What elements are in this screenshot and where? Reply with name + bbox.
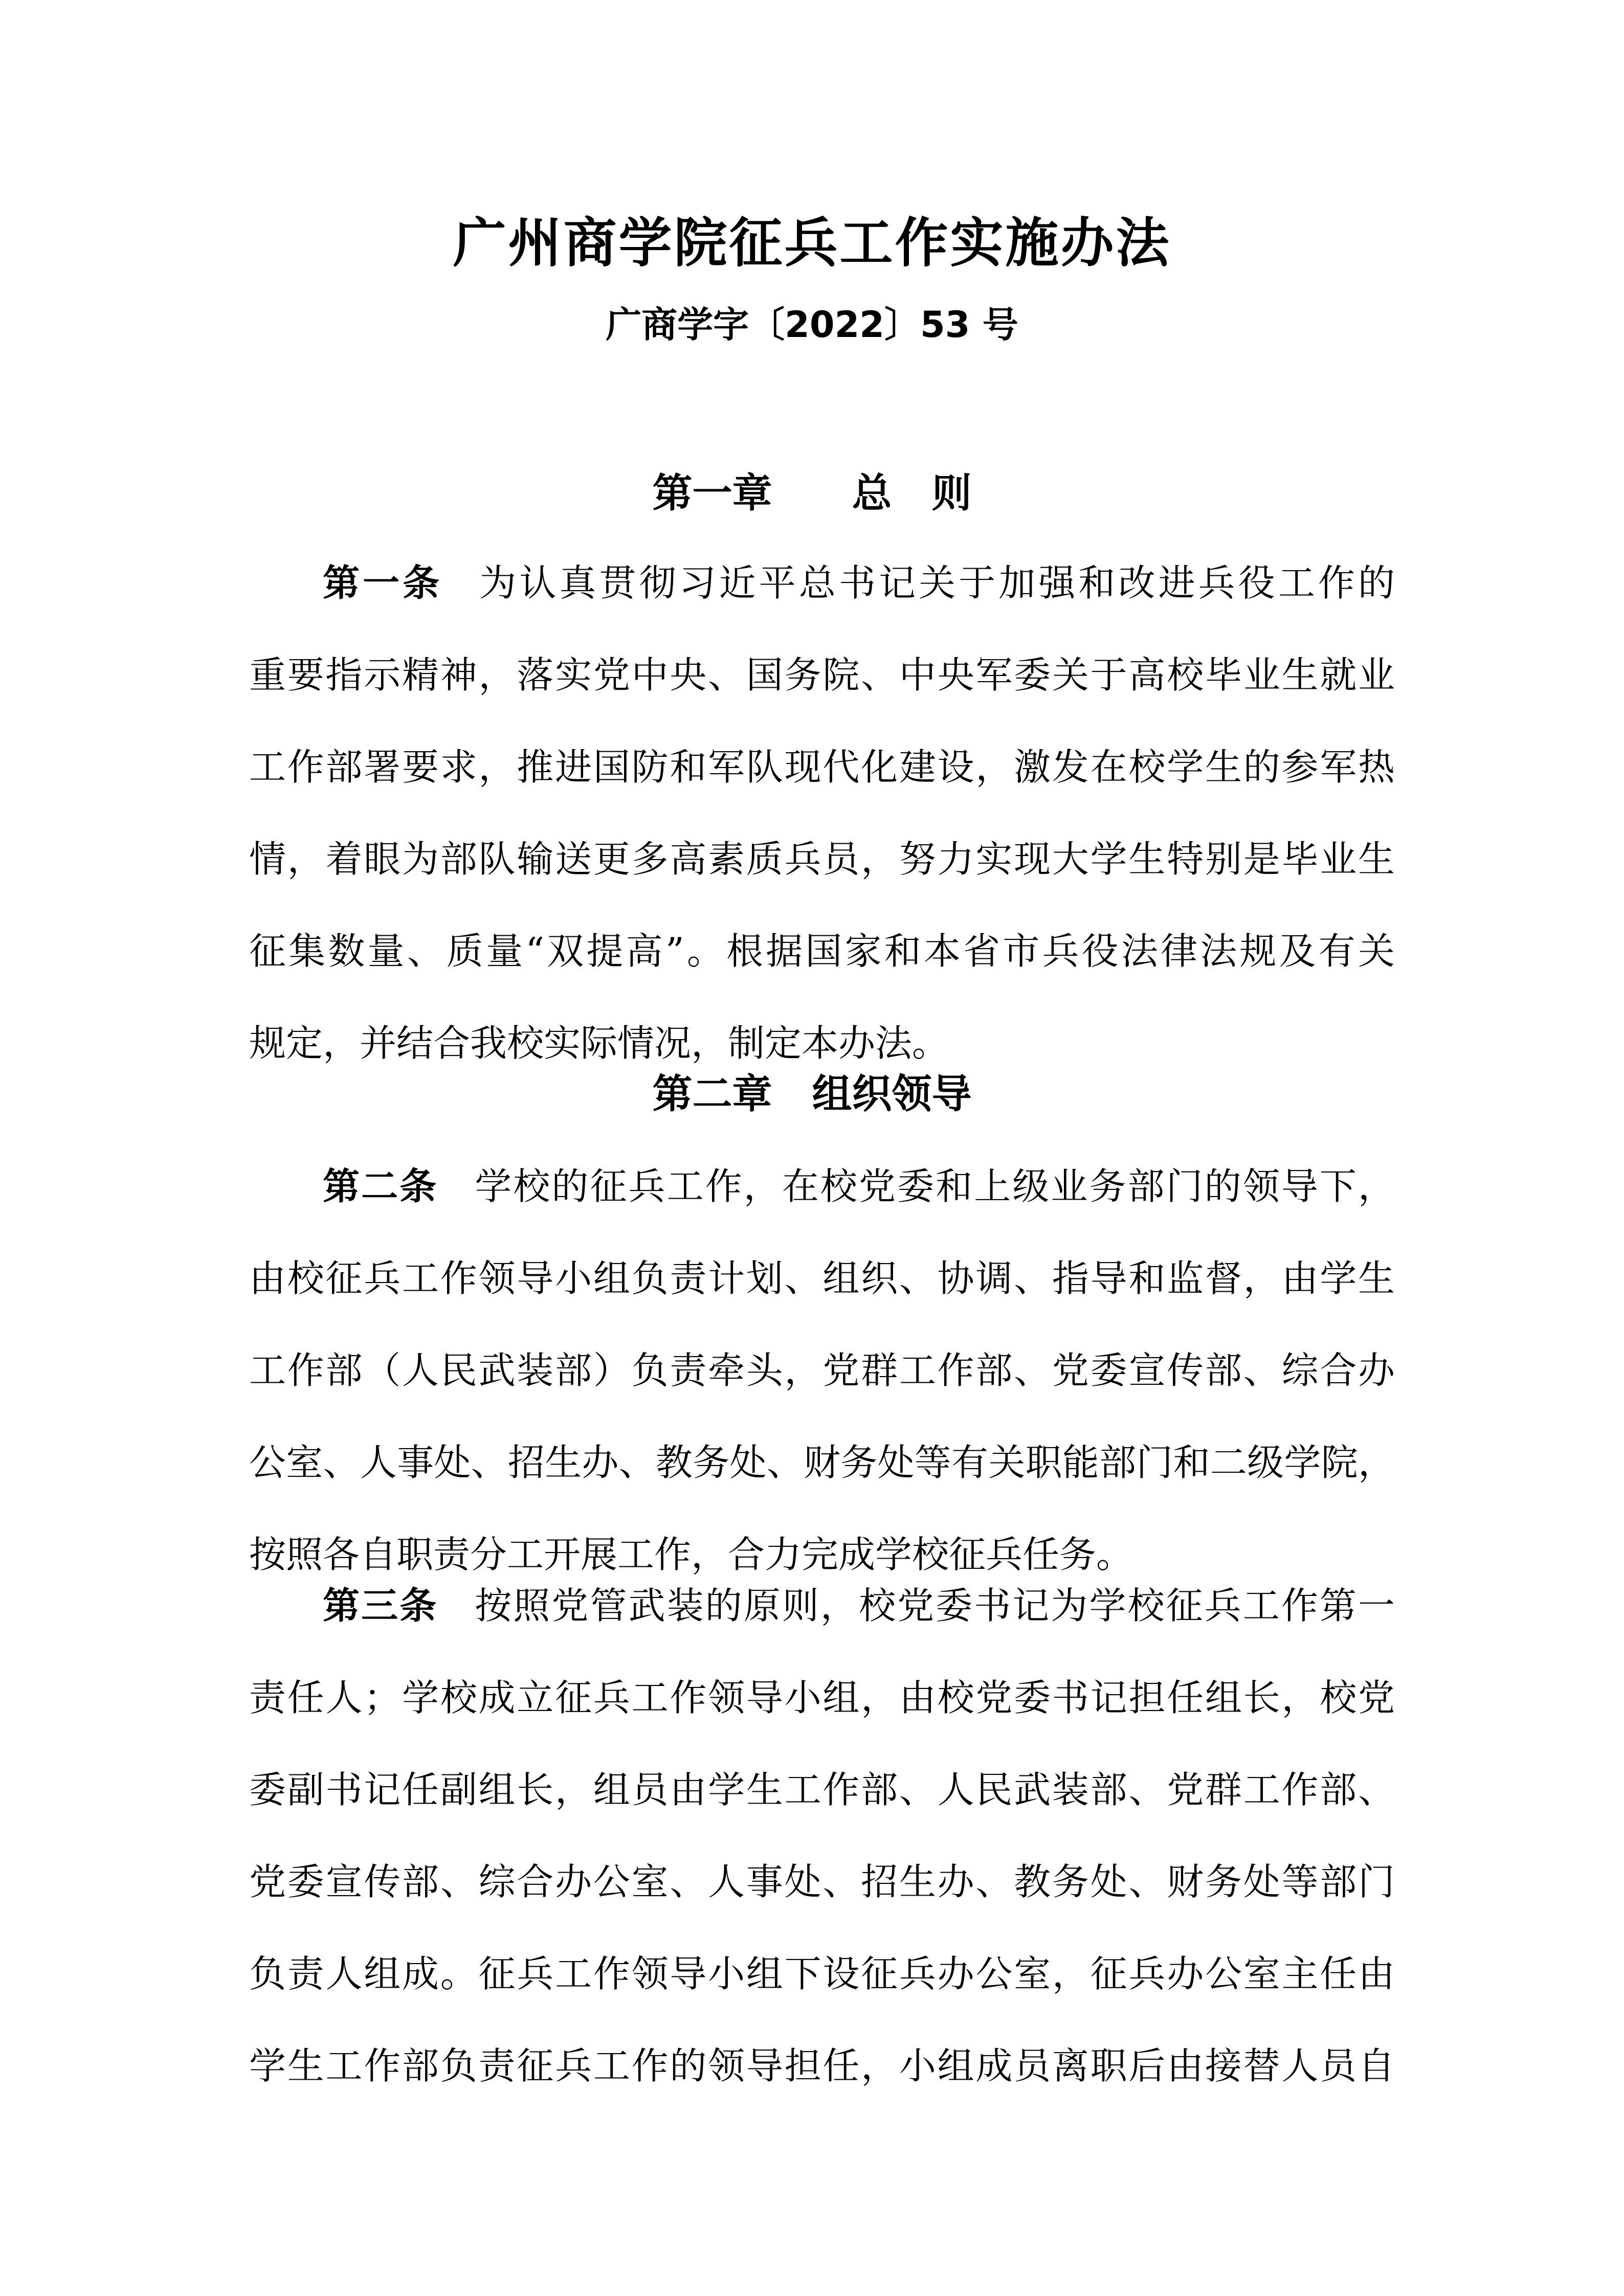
article-line: 由校征兵工作领导小组负责计划、组织、协调、指导和监督，由学生 [249,1257,1395,1300]
chapter-heading-1: 第一章 总 则 [652,470,972,516]
article-line [249,537,1395,629]
article-2 [249,1140,1395,1601]
article-line: 公室、人事处、招生办、教务处、财务处等有关职能部门和二级学院， [249,1441,1395,1484]
article-line: 责任人；学校成立征兵工作领导小组，由校党委书记担任组长，校党 [249,1676,1395,1719]
article-label: 第三条 [323,1584,438,1627]
article-line: 委副书记任副组长，组员由学生工作部、人民武装部、党群工作部、 [249,1768,1395,1811]
article-line: 情，着眼为部队输送更多高素质兵员，努力实现大学生特别是毕业生 [249,838,1395,881]
article-line: 工作部（人民武装部）负责牵头，党群工作部、党委宣传部、综合办 [249,1349,1395,1392]
article-line: 党委宣传部、综合办公室、人事处、招生办、教务处、财务处等部门 [249,1860,1395,1903]
article-line: 征集数量、质量“双提高”。根据国家和本省市兵役法律法规及有关 [249,930,1395,973]
article-label: 第一条 [323,561,443,604]
article-line-text: 为认真贯彻习近平总书记关于加强和改进兵役工作的 [479,561,1395,604]
article-line: 学生工作部负责征兵工作的领导担任，小组成员离职后由接替人员自 [249,2044,1395,2087]
chapter-heading-2: 第二章 组织领导 [652,1071,972,1117]
article-line: 负责人组成。征兵工作领导小组下设征兵办公室，征兵办公室主任由 [249,1952,1395,1995]
article-line: 工作部署要求，推进国防和军队现代化建设，激发在校学生的参军热 [249,746,1395,789]
article-line-text: 学校的征兵工作，在校党委和上级业务部门的领导下， [475,1165,1395,1208]
article-line: 重要指示精神，落实党中央、国务院、中央军委关于高校毕业生就业 [249,654,1395,696]
article-line: 按照各自职责分工开展工作，合力完成学校征兵任务。 [249,1533,1133,1576]
article-line [249,1560,1395,1652]
article-3 [249,1560,1395,2112]
article-label: 第二条 [323,1165,438,1208]
article-1 [249,537,1395,1089]
article-line [249,1140,1395,1232]
article-line-text: 按照党管武装的原则，校党委书记为学校征兵工作第一 [475,1584,1395,1627]
document-title: 广州商学院征兵工作实施办法 [453,212,1171,274]
article-line: 规定，并结合我校实际情况，制定本办法。 [249,1022,949,1065]
document-number: 广商学字〔2022〕53 号 [606,304,1018,346]
